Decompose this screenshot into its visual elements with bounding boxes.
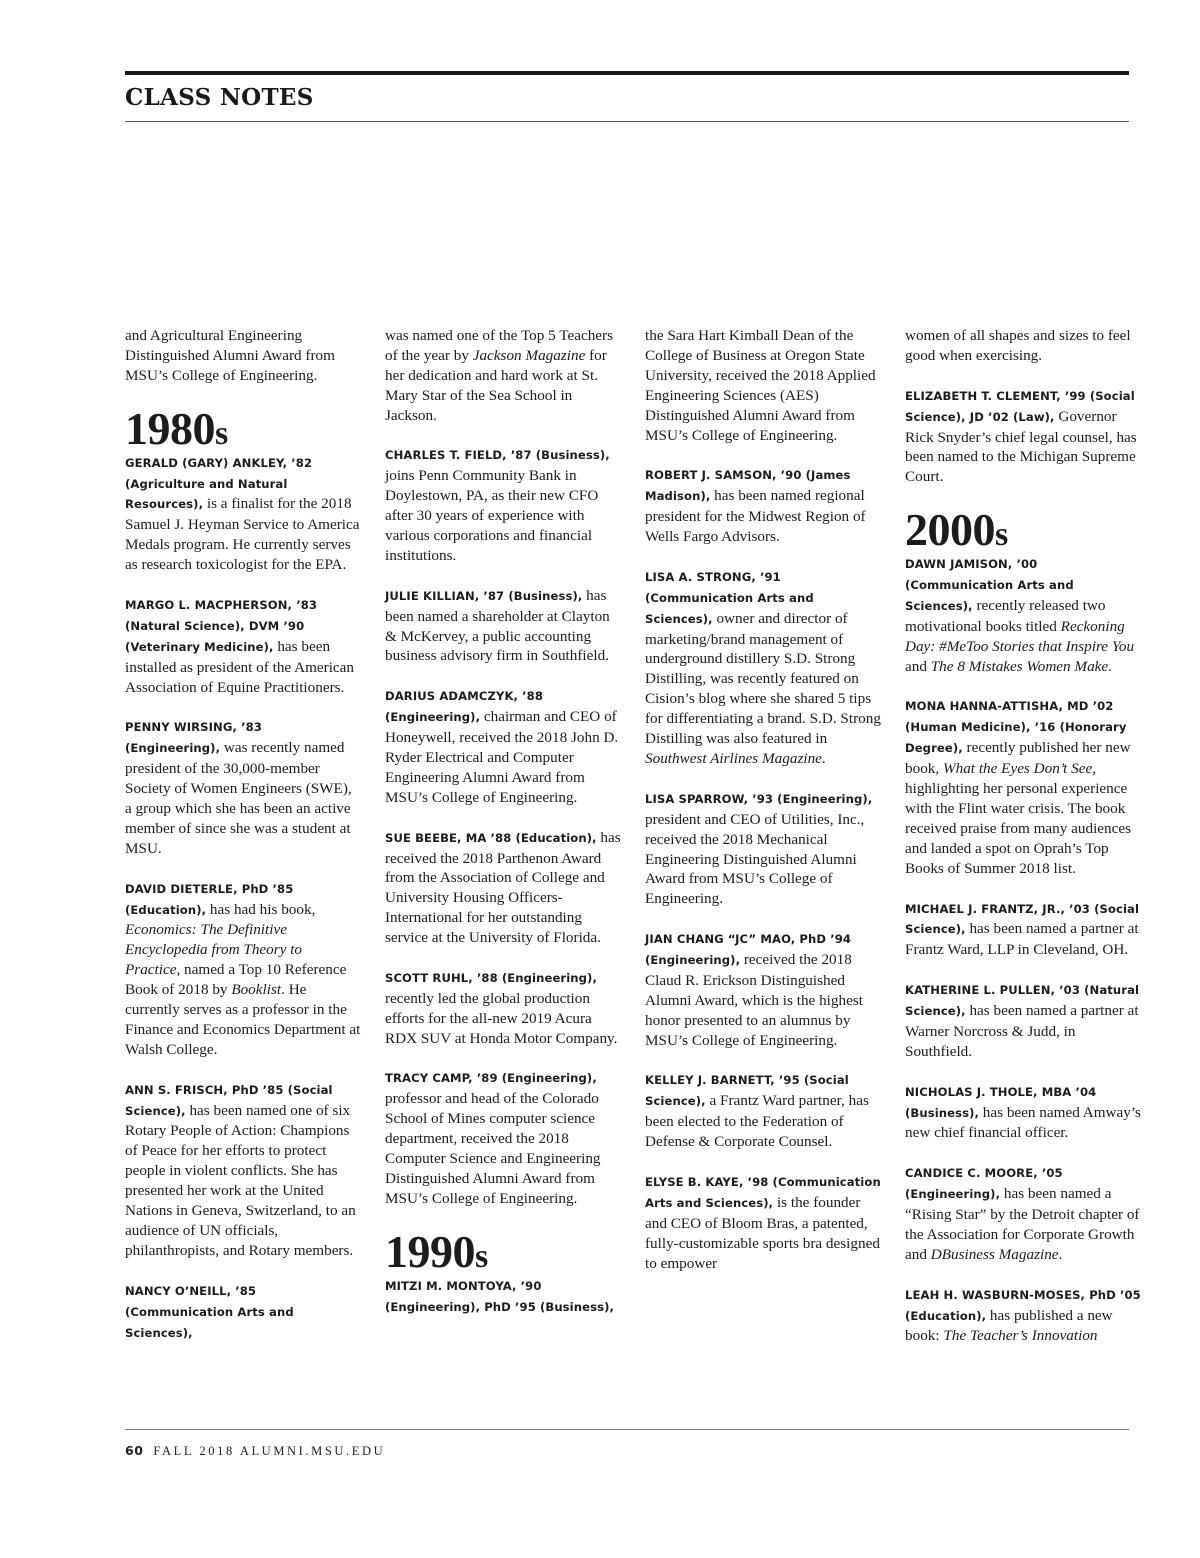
title-text: The Teacher’s Innovation xyxy=(943,1327,1098,1345)
note-text: is the founder and CEO of Bloom Bras, a patented, fully-customizable sports bra designed to empower xyxy=(645,1193,880,1272)
footer-divider xyxy=(125,1429,1129,1430)
note-text: president and CEO of Utilities, Inc., received the 2018 Mechanical Engineering Distinguished Alumni Award from MSU’s College of Engineering. xyxy=(645,810,865,908)
title-text: Economics: The Definitive Encyclopedia from Theory to Practice, xyxy=(125,921,303,979)
alumni-name: PENNY WIRSING, ’83 (Engineering), xyxy=(125,720,262,756)
class-note xyxy=(125,595,361,698)
decade-suffix: s xyxy=(995,516,1008,554)
note-text: has received the 2018 Parthenon Award from the Association of College and University Housing Officers-International for her outstanding service at the University of Florida. xyxy=(385,828,621,947)
note-continuation xyxy=(905,326,1141,366)
alumni-name: NICHOLAS J. THOLE, MBA ’04 (Business), xyxy=(905,1084,1097,1120)
header-divider xyxy=(125,121,1129,122)
footer-publication: FALL 2018 ALUMNI.MSU.EDU xyxy=(153,1444,386,1458)
note-text: the Sara Hart Kimball Dean of the College of Business at Oregon State University, received the 2018 Applied Engineering Sciences (AES) Distinguished Alumni Award from MSU’s College of Engineering. xyxy=(645,327,876,444)
class-note xyxy=(385,1068,621,1208)
alumni-name: TRACY CAMP, ’89 (Engineering), xyxy=(385,1071,597,1086)
note-text: has been named a partner at Frantz Ward, LLP in Cleveland, OH. xyxy=(905,920,1139,959)
decade-year: 1990 xyxy=(385,1225,475,1277)
note-text: joins Penn Community Bank in Doylestown, PA, as their new CFO after 30 years of experience with various corporations and financial institutions. xyxy=(385,467,599,564)
class-note xyxy=(385,686,621,807)
class-note xyxy=(385,968,621,1049)
alumni-name: MICHAEL J. FRANTZ, JR., ’03 (Social Science), xyxy=(905,901,1140,937)
alumni-name: ROBERT J. SAMSON, ’90 (James Madison), xyxy=(645,468,851,504)
note-continuation xyxy=(385,326,621,426)
note-text: has been named regional president for the Midwest Region of Wells Fargo Advisors. xyxy=(645,487,866,546)
title-text: Booklist xyxy=(231,981,282,999)
alumni-name: CANDICE C. MOORE, ’05 (Engineering), xyxy=(905,1166,1063,1202)
alumni-name: SUE BEEBE, MA ’88 (Education), xyxy=(385,830,597,845)
alumni-name: LISA SPARROW, ’93 (Engineering), xyxy=(645,791,873,806)
alumni-name: ELIZABETH T. CLEMENT, ’99 (Social Science), JD ’02 (Law), xyxy=(905,388,1135,424)
class-note xyxy=(385,586,621,667)
note-text: a Frantz Ward partner, has been elected to the Federation of Defense & Corporate Counsel. xyxy=(645,1092,869,1151)
note-text: . xyxy=(1108,657,1112,675)
alumni-name: MARGO L. MACPHERSON, ’83 (Natural Science), DVM ’90 (Veterinary Medicine), xyxy=(125,597,318,654)
decade-heading xyxy=(385,1225,621,1280)
note-text: was named one of the Top 5 Teachers of the year by xyxy=(385,327,614,364)
note-text: has been named a “Rising Star” by the Detroit chapter of the Association for Corporate Growth and xyxy=(905,1185,1140,1263)
decade-year: 1980 xyxy=(125,402,215,454)
class-note xyxy=(385,445,621,565)
column-3 xyxy=(645,326,881,1293)
note-continuation xyxy=(645,326,881,445)
column-2 xyxy=(385,326,621,1337)
alumni-name: SCOTT RUHL, ’88 (Engineering), xyxy=(385,970,597,985)
note-text: . xyxy=(821,750,826,767)
title-text: Jackson Magazine xyxy=(472,346,586,364)
note-text: has been named one of six Rotary People of Action: Champions of Peace for her efforts to protect people in violent conflicts. She has presented her work at the United Nations in Geneva, Switzerland, to an audience of UN officials, philanthropists, and Rotary members. xyxy=(125,1101,356,1259)
note-text: . xyxy=(1058,1245,1063,1263)
class-note xyxy=(905,899,1141,961)
title-text: Southwest Airlines Magazine xyxy=(645,750,822,767)
class-note xyxy=(645,1172,881,1274)
alumni-name: MITZI M. MONTOYA, ’90 (Engineering), PhD ’95 (Business), xyxy=(385,1278,614,1314)
note-text: has been named a shareholder at Clayton & McKervey, a public accounting business advisory firm in Southfield. xyxy=(385,586,610,665)
column-4 xyxy=(905,326,1141,1366)
note-text: Governor Rick Snyder’s chief legal counsel, has been named to the Michigan Supreme Court. xyxy=(905,407,1137,486)
note-text: , highlighting her personal experience with the Flint water crisis. The book received praise from many audiences and landed a spot on Oprah’s Top Books of Summer 2018 list. xyxy=(905,760,1132,877)
alumni-name: DAWN JAMISON, ’00 (Communication Arts and Sciences), xyxy=(905,557,1074,613)
note-text: professor and head of the Colorado School of Mines computer science department, received the 2018 Computer Science and Engineering Distinguished Alumni Award from MSU’s College of Engineering. xyxy=(385,1090,601,1207)
class-note xyxy=(905,980,1141,1062)
column-1 xyxy=(125,326,361,1363)
class-note xyxy=(125,879,361,1060)
note-text: recently released two motivational books titled xyxy=(905,596,1106,635)
note-text: owner and director of marketing/brand management of underground distillery S.D. Strong Distilling, was recently featured on Cision’s blog where she shared 5 tips for differentiating a brand. S.D. Strong Distilling was also featured in xyxy=(645,609,881,748)
alumni-name: GERALD (GARY) ANKLEY, ’82 (Agriculture and Natural Resources), xyxy=(125,455,313,512)
page-title: CLASS NOTES xyxy=(125,84,314,111)
alumni-name: LEAH H. WASBURN-MOSES, PhD ’05 (Education), xyxy=(905,1287,1141,1323)
decade-heading xyxy=(125,402,361,457)
alumni-name: NANCY O’NEILL, ’85 (Communication Arts and Sciences), xyxy=(125,1283,294,1340)
note-text: women of all shapes and sizes to feel good when exercising. xyxy=(905,327,1131,364)
alumni-name: ELYSE B. KAYE, ’98 (Communication Arts and Sciences), xyxy=(645,1174,881,1210)
decade-heading xyxy=(905,504,1141,558)
class-note xyxy=(125,717,361,858)
note-text: and Agricultural Engineering Distinguished Alumni Award from MSU’s College of Engineering. xyxy=(125,327,335,384)
class-note xyxy=(905,386,1141,488)
alumni-name: JULIE KILLIAN, ’87 (Business), xyxy=(385,588,583,603)
note-text: and xyxy=(905,657,931,675)
title-text: Reckoning Day: #MeToo Stories that Inspire You xyxy=(905,617,1135,655)
class-note xyxy=(905,554,1141,676)
header-rule xyxy=(125,71,1129,75)
class-note xyxy=(905,1082,1141,1144)
title-text: What the Eyes Don’t See xyxy=(942,760,1093,778)
alumni-name: JIAN CHANG “JC” MAO, PhD ’94 (Engineering), xyxy=(645,932,852,968)
page-footer xyxy=(125,1443,385,1459)
alumni-name: MONA HANNA-ATTISHA, MD ’02 (Human Medicine), ’16 (Honorary Degree), xyxy=(905,699,1127,756)
alumni-name: CHARLES T. FIELD, ’87 (Business), xyxy=(385,448,610,463)
note-text: has had his book, xyxy=(206,900,316,918)
class-note xyxy=(645,929,881,1050)
alumni-name: ANN S. FRISCH, PhD ’85 (Social Science), xyxy=(125,1082,333,1118)
note-text: received the 2018 Claud R. Erickson Distinguished Alumni Award, which is the highest honor presented to an alumnus by MSU’s College of Engineering. xyxy=(645,951,863,1049)
note-text: . He currently serves as a professor in the Finance and Economics Department at Walsh College. xyxy=(125,981,361,1058)
note-text: for her dedication and hard work at St. Mary Star of the Sea School in Jackson. xyxy=(385,346,607,424)
alumni-name: LISA A. STRONG, ’91 (Communication Arts and Sciences), xyxy=(645,569,814,626)
class-note xyxy=(645,1070,881,1152)
class-note xyxy=(125,1281,361,1344)
title-text: DBusiness Magazine xyxy=(930,1245,1059,1263)
page-number: 60 xyxy=(125,1443,144,1458)
alumni-name: KELLEY J. BARNETT, ’95 (Social Science), xyxy=(645,1073,849,1109)
note-text: chairman and CEO of Honeywell, received the 2018 John D. Ryder Electrical and Computer Engineering Alumni Award from MSU’s College of Engineering. xyxy=(385,708,619,806)
class-note xyxy=(645,789,881,909)
note-text: has published a new book: xyxy=(905,1306,1113,1345)
title-text: The 8 Mistakes Women Make xyxy=(930,657,1109,675)
class-note xyxy=(905,1285,1141,1347)
alumni-name: DARIUS ADAMCZYK, ’88 (Engineering), xyxy=(385,689,544,725)
class-note xyxy=(385,1276,621,1318)
decade-suffix: s xyxy=(215,414,228,452)
note-text: named a Top 10 Reference Book of 2018 by xyxy=(125,961,347,999)
decade-year: 2000 xyxy=(905,504,995,556)
decade-suffix: s xyxy=(475,1237,488,1275)
class-note xyxy=(905,696,1141,878)
class-note xyxy=(645,465,881,547)
note-text: has been installed as president of the American Association of Equine Practitioners. xyxy=(125,637,355,696)
note-continuation xyxy=(125,326,361,386)
class-note xyxy=(125,1080,361,1261)
class-note xyxy=(905,1163,1141,1265)
class-note xyxy=(125,453,361,575)
alumni-name: KATHERINE L. PULLEN, ’03 (Natural Science), xyxy=(905,983,1140,1019)
note-text: recently published her new book, xyxy=(905,739,1131,778)
class-note xyxy=(385,828,621,948)
note-text: is a finalist for the 2018 Samuel J. Heyman Service to America Medals program. He currently serves as research toxicologist for the EPA. xyxy=(125,495,360,574)
note-text: has been named a partner at Warner Norcross & Judd, in Southfield. xyxy=(905,1002,1139,1060)
alumni-name: DAVID DIETERLE, PhD ’85 (Education), xyxy=(125,881,294,917)
note-text: recently led the global production efforts for the all-new 2019 Acura RDX SUV at Honda Motor Company. xyxy=(385,989,618,1047)
note-text: has been named Amway’s new chief financial officer. xyxy=(905,1103,1141,1142)
class-note xyxy=(645,567,881,769)
note-text: was recently named president of the 30,000-member Society of Women Engineers (SWE), a group which she has been an active member of since she was a student at MSU. xyxy=(125,739,352,857)
